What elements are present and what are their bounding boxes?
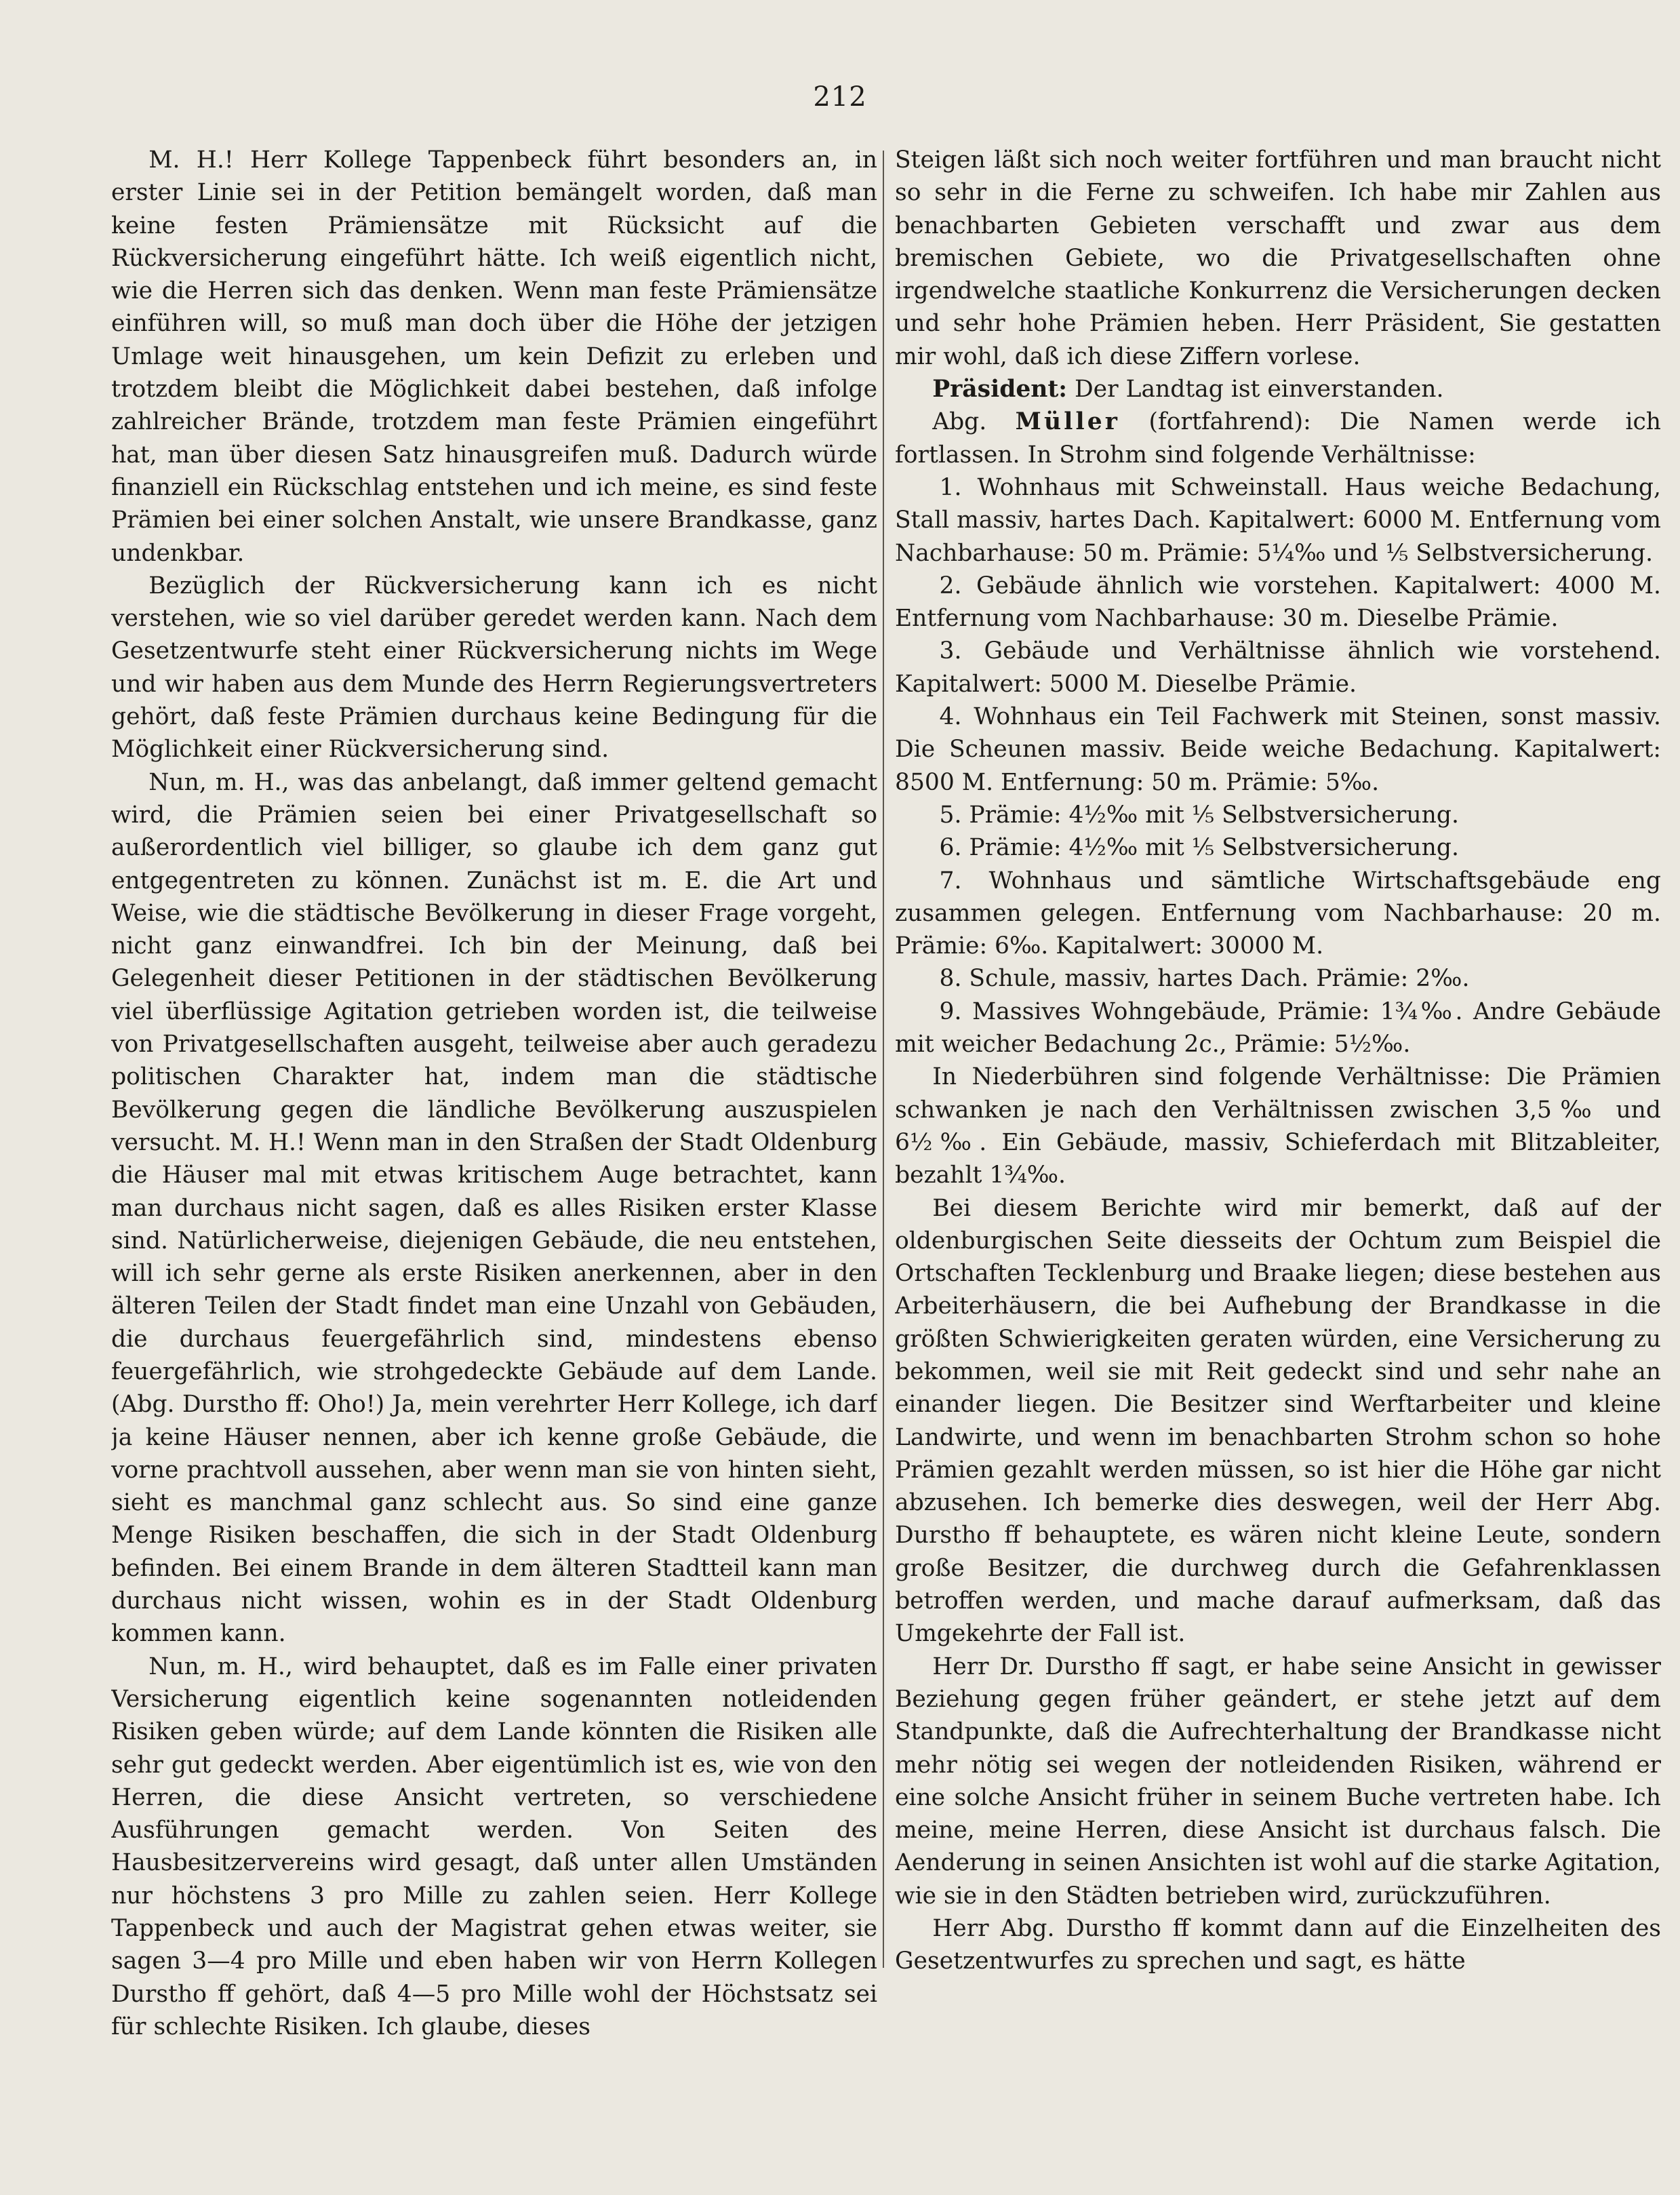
paragraph: Bei diesem Berichte wird mir bemerkt, daß auf der oldenburgischen Seite diesseits der Ochtum zum Beispiel die Ortschaften Tecklenburg und Braake liegen; diese bestehen aus Arbeiterhäusern, die bei Aufhebung der Brandkasse in die größten Schwierigkeiten geraten würden, eine Versicherung zu bekommen, weil sie mit Reit gedeckt sind und sehr nahe an einander liegen. Die Besitzer sind Werftarbeiter und kleine Landwirte, und wenn im benachbarten Strohm schon so hohe Prämien gezahlt werden müssen, so ist hier die Höhe gar nicht abzusehen. Ich bemerke dies deswegen, weil der Herr Abg. Durstho ff behauptete, es wären nicht kleine Leute, sondern große Besitzer, die durchweg durch die Gefahrenklassen betroffen werden, und mache darauf aufmerksam, daß das Umgekehrte der Fall ist. [895,1194,1661,1648]
list-item: 7. Wohnhaus und sämtliche Wirtschaftsgebäude eng zusammen gelegen. Entfernung vom Nachbarhause: 20 m. Prämie: 6‰. Kapitalwert: 30000 M. [895,867,1661,960]
list-item: 3. Gebäude und Verhältnisse ähnlich wie vorstehend. Kapitalwert: 5000 M. Dieselbe Prämie. [895,637,1661,698]
list-item: 5. Prämie: 4½‰ mit ⅕ Selbstversicherung. [939,801,1459,829]
list-item: 8. Schule, massiv, hartes Dach. Prämie: 2‰. [939,965,1470,993]
left-column [111,144,877,2151]
paragraph: Bezüglich der Rückversicherung kann ich es nicht verstehen, wie so viel darüber geredet werden kann. Nach dem Gesetzentwurfe steht einer Rückversicherung nichts im Wege und wir haben aus dem Munde des Herrn Regierungsvertreters gehört, daß feste Prämien durchaus keine Bedingung für die Möglichkeit einer Rückversicherung sind. [111,572,877,764]
right-column [895,144,1661,2151]
speaker-name: Müller [1015,408,1121,436]
speaker-prefix: Abg. [932,408,987,436]
paragraph: M. H.! Herr Kollege Tappenbeck führt besonders an, in erster Linie sei in der Petition bemängelt worden, daß man keine festen Prämiensätze mit Rücksicht auf die Rückversicherung eingeführt hätte. Ich weiß eigentlich nicht, wie die Herren sich das denken. Wenn man feste Prämiensätze einführen will, so muß man doch über die Höhe der jetzigen Umlage weit hinausgehen, um kein Defizit zu erleben und trotzdem bleibt die Möglichkeit dabei bestehen, daß infolge zahlreicher Brände, trotzdem man feste Prämien eingeführt hat, man über diesen Satz hinausgreifen muß. Dadurch würde finanziell ein Rückschlag entstehen und ich meine, es sind feste Prämien bei einer solchen Anstalt, wie unsere Brandkasse, ganz undenkbar. [111,146,877,567]
paragraph: In Niederbühren sind folgende Verhältnisse: Die Prämien schwanken je nach den Verhältnissen zwischen 3,5‰ und 6½‰. Ein Gebäude, massiv, Schieferdach mit Blitzableiter, bezahlt 1¾‰. [895,1063,1661,1189]
list-item: 6. Prämie: 4½‰ mit ⅕ Selbstversicherung. [939,834,1459,862]
president-remark [895,373,1661,406]
list-item: 2. Gebäude ähnlich wie vorstehen. Kapitalwert: 4000 M. Entfernung vom Nachbarhause: 30 m. Dieselbe Prämie. [895,572,1661,633]
paragraph: Steigen läßt sich noch weiter fortführen und man braucht nicht so sehr in die Ferne zu schweifen. Ich habe mir Zahlen aus benachbarten Gebieten verschafft und zwar aus dem bremischen Gebiete, wo die Privatgesellschaften ohne irgendwelche staatliche Konkurrenz die Versicherungen decken und sehr hohe Prämien heben. Herr Präsident, Sie gestatten mir wohl, daß ich diese Ziffern vorlese. [895,146,1661,370]
list-item: 4. Wohnhaus ein Teil Fachwerk mit Steinen, sonst massiv. Die Scheunen massiv. Beide weiche Bedachung. Kapitalwert: 8500 M. Entfernung: 50 m. Prämie: 5‰. [895,703,1661,796]
paragraph: Herr Dr. Durstho ff sagt, er habe seine Ansicht in gewisser Beziehung gegen früher geändert, er stehe jetzt auf dem Standpunkte, daß die Aufrechterhaltung der Brandkasse nicht mehr nötig sei wegen der notleidenden Risiken, während er eine solche Ansicht früher in seinem Buche vertreten habe. Ich meine, meine Herren, diese Ansicht ist durchaus falsch. Die Aenderung in seinen Ansichten ist wohl auf die starke Agitation, wie sie in den Städten betrieben wird, zurückzuführen. [895,1653,1661,1910]
list-item: 9. Massives Wohngebäude, Prämie: 1¾‰. Andre Gebäude mit weicher Bedachung 2c., Prämie: 5½‰. [895,997,1661,1059]
speaker-text: Der Landtag ist einverstanden. [1075,376,1444,403]
column-divider [883,151,884,1968]
paragraph: Herr Abg. Durstho ff kommt dann auf die Einzelheiten des Gesetzentwurfes zu sprechen und sagt, es hätte [895,1915,1661,1975]
list-item: 1. Wohnhaus mit Schweinstall. Haus weiche Bedachung, Stall massiv, hartes Dach. Kapitalwert: 6000 M. Entfernung vom Nachbarhause: 50 m. Prämie: 5¼‰ und ⅕ Selbstversicherung. [895,473,1661,567]
page-number: 212 [813,81,867,113]
paragraph: Nun, m. H., was das anbelangt, daß immer geltend gemacht wird, die Prämien seien bei einer Privatgesellschaft so außerordentlich viel billiger, so glaube ich dem ganz gut entgegentreten zu können. Zunächst ist m. E. die Art und Weise, wie die städtische Bevölkerung in dieser Frage vorgeht, nicht ganz einwandfrei. Ich bin der Meinung, daß bei Gelegenheit dieser Petitionen in der städtischen Bevölkerung viel überflüssige Agitation getrieben worden ist, die teilweise von Privatgesellschaften ausgeht, teilweise aber auch geradezu politischen Charakter hat, indem man die städtische Bevölkerung gegen die ländliche Bevölkerung auszuspielen versucht. M. H.! Wenn man in den Straßen der Stadt Oldenburg die Häuser mal mit etwas kritischem Auge betrachtet, kann man durchaus nicht sagen, daß es alles Risiken erster Klasse sind. Natürlicherweise, diejenigen Gebäude, die neu entstehen, will ich sehr gerne als erste Risiken anerkennen, aber in den älteren Teilen der Stadt findet man eine Unzahl von Gebäuden, die durchaus feuergefährlich sind, mindestens ebenso feuergefährlich, wie strohgedeckte Gebäude auf dem Lande. (Abg. Durstho ff: Oho!) Ja, mein verehrter Herr Kollege, ich darf ja keine Häuser nennen, aber ich kenne große Gebäude, die vorne prachtvoll aussehen, aber wenn man sie von hinten sieht, sieht es manchmal ganz schlecht aus. So sind eine ganze Menge Risiken beschaffen, die sich in der Stadt Oldenburg befinden. Bei einem Brande in dem älteren Stadtteil kann man durchaus nicht wissen, wohin es in der Stadt Oldenburg kommen kann. [111,768,877,1648]
paragraph: Nun, m. H., wird behauptet, daß es im Falle einer privaten Versicherung eigentlich keine sogenannten notleidenden Risiken geben würde; auf dem Lande könnten die Risiken alle sehr gut gedeckt werden. Aber eigentümlich ist es, wie von den Herren, die diese Ansicht vertreten, so verschiedene Ausführungen gemacht werden. Von Seiten des Hausbesitzervereins wird gesagt, daß unter allen Umständen nur höchstens 3 pro Mille zu zahlen seien. Herr Kollege Tappenbeck und auch der Magistrat gehen etwas weiter, sie sagen 3—4 pro Mille und eben haben wir von Herrn Kollegen Durstho ff gehört, daß 4—5 pro Mille wohl der Höchstsatz sei für schlechte Risiken. Ich glaube, dieses [111,1653,877,2040]
mueller-remark [895,406,1661,471]
speaker-text: (fortfahrend): Die Namen werde ich fortlassen. In Strohm sind folgende Verhältnisse: [895,408,1661,469]
speaker-name: Präsident: [932,376,1068,403]
